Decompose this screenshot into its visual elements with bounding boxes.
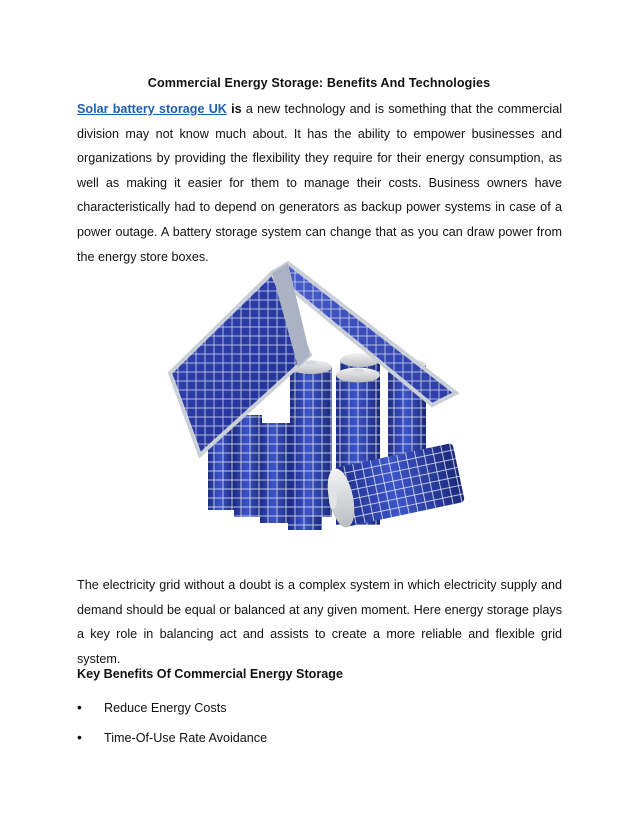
list-item-text: Reduce Energy Costs: [104, 701, 227, 715]
intro-paragraph: [77, 97, 562, 269]
benefits-heading: Key Benefits Of Commercial Energy Storage: [77, 667, 343, 681]
intro-text: a new technology and is something that the commercial division may not know much about. It has the ability to empower businesses and organizations by providing the flexibility they require for their energy consumption, as well as making it easier for them to manage their costs. Business owners have characteristically had to depend on generators as backup power systems in case of a power outage. A battery storage system can change that as you can draw power from the energy store boxes.: [77, 102, 562, 264]
bullet-icon: •: [77, 699, 82, 715]
page-title: Commercial Energy Storage: Benefits And Technologies: [147, 76, 491, 90]
solar-panel-house-batteries-icon: [160, 255, 480, 540]
bullet-icon: •: [77, 729, 82, 745]
solar-battery-storage-link[interactable]: Solar battery storage UK: [77, 102, 227, 116]
grid-paragraph: The electricity grid without a doubt is a complex system in which electricity supply and demand should be equal or balanced at any given moment. Here energy storage plays a key role in balancing act and assists to create a more reliable and flexible grid system.: [77, 578, 562, 666]
list-item-text: Time-Of-Use Rate Avoidance: [104, 731, 268, 745]
intro-bold-word: is: [231, 102, 242, 116]
